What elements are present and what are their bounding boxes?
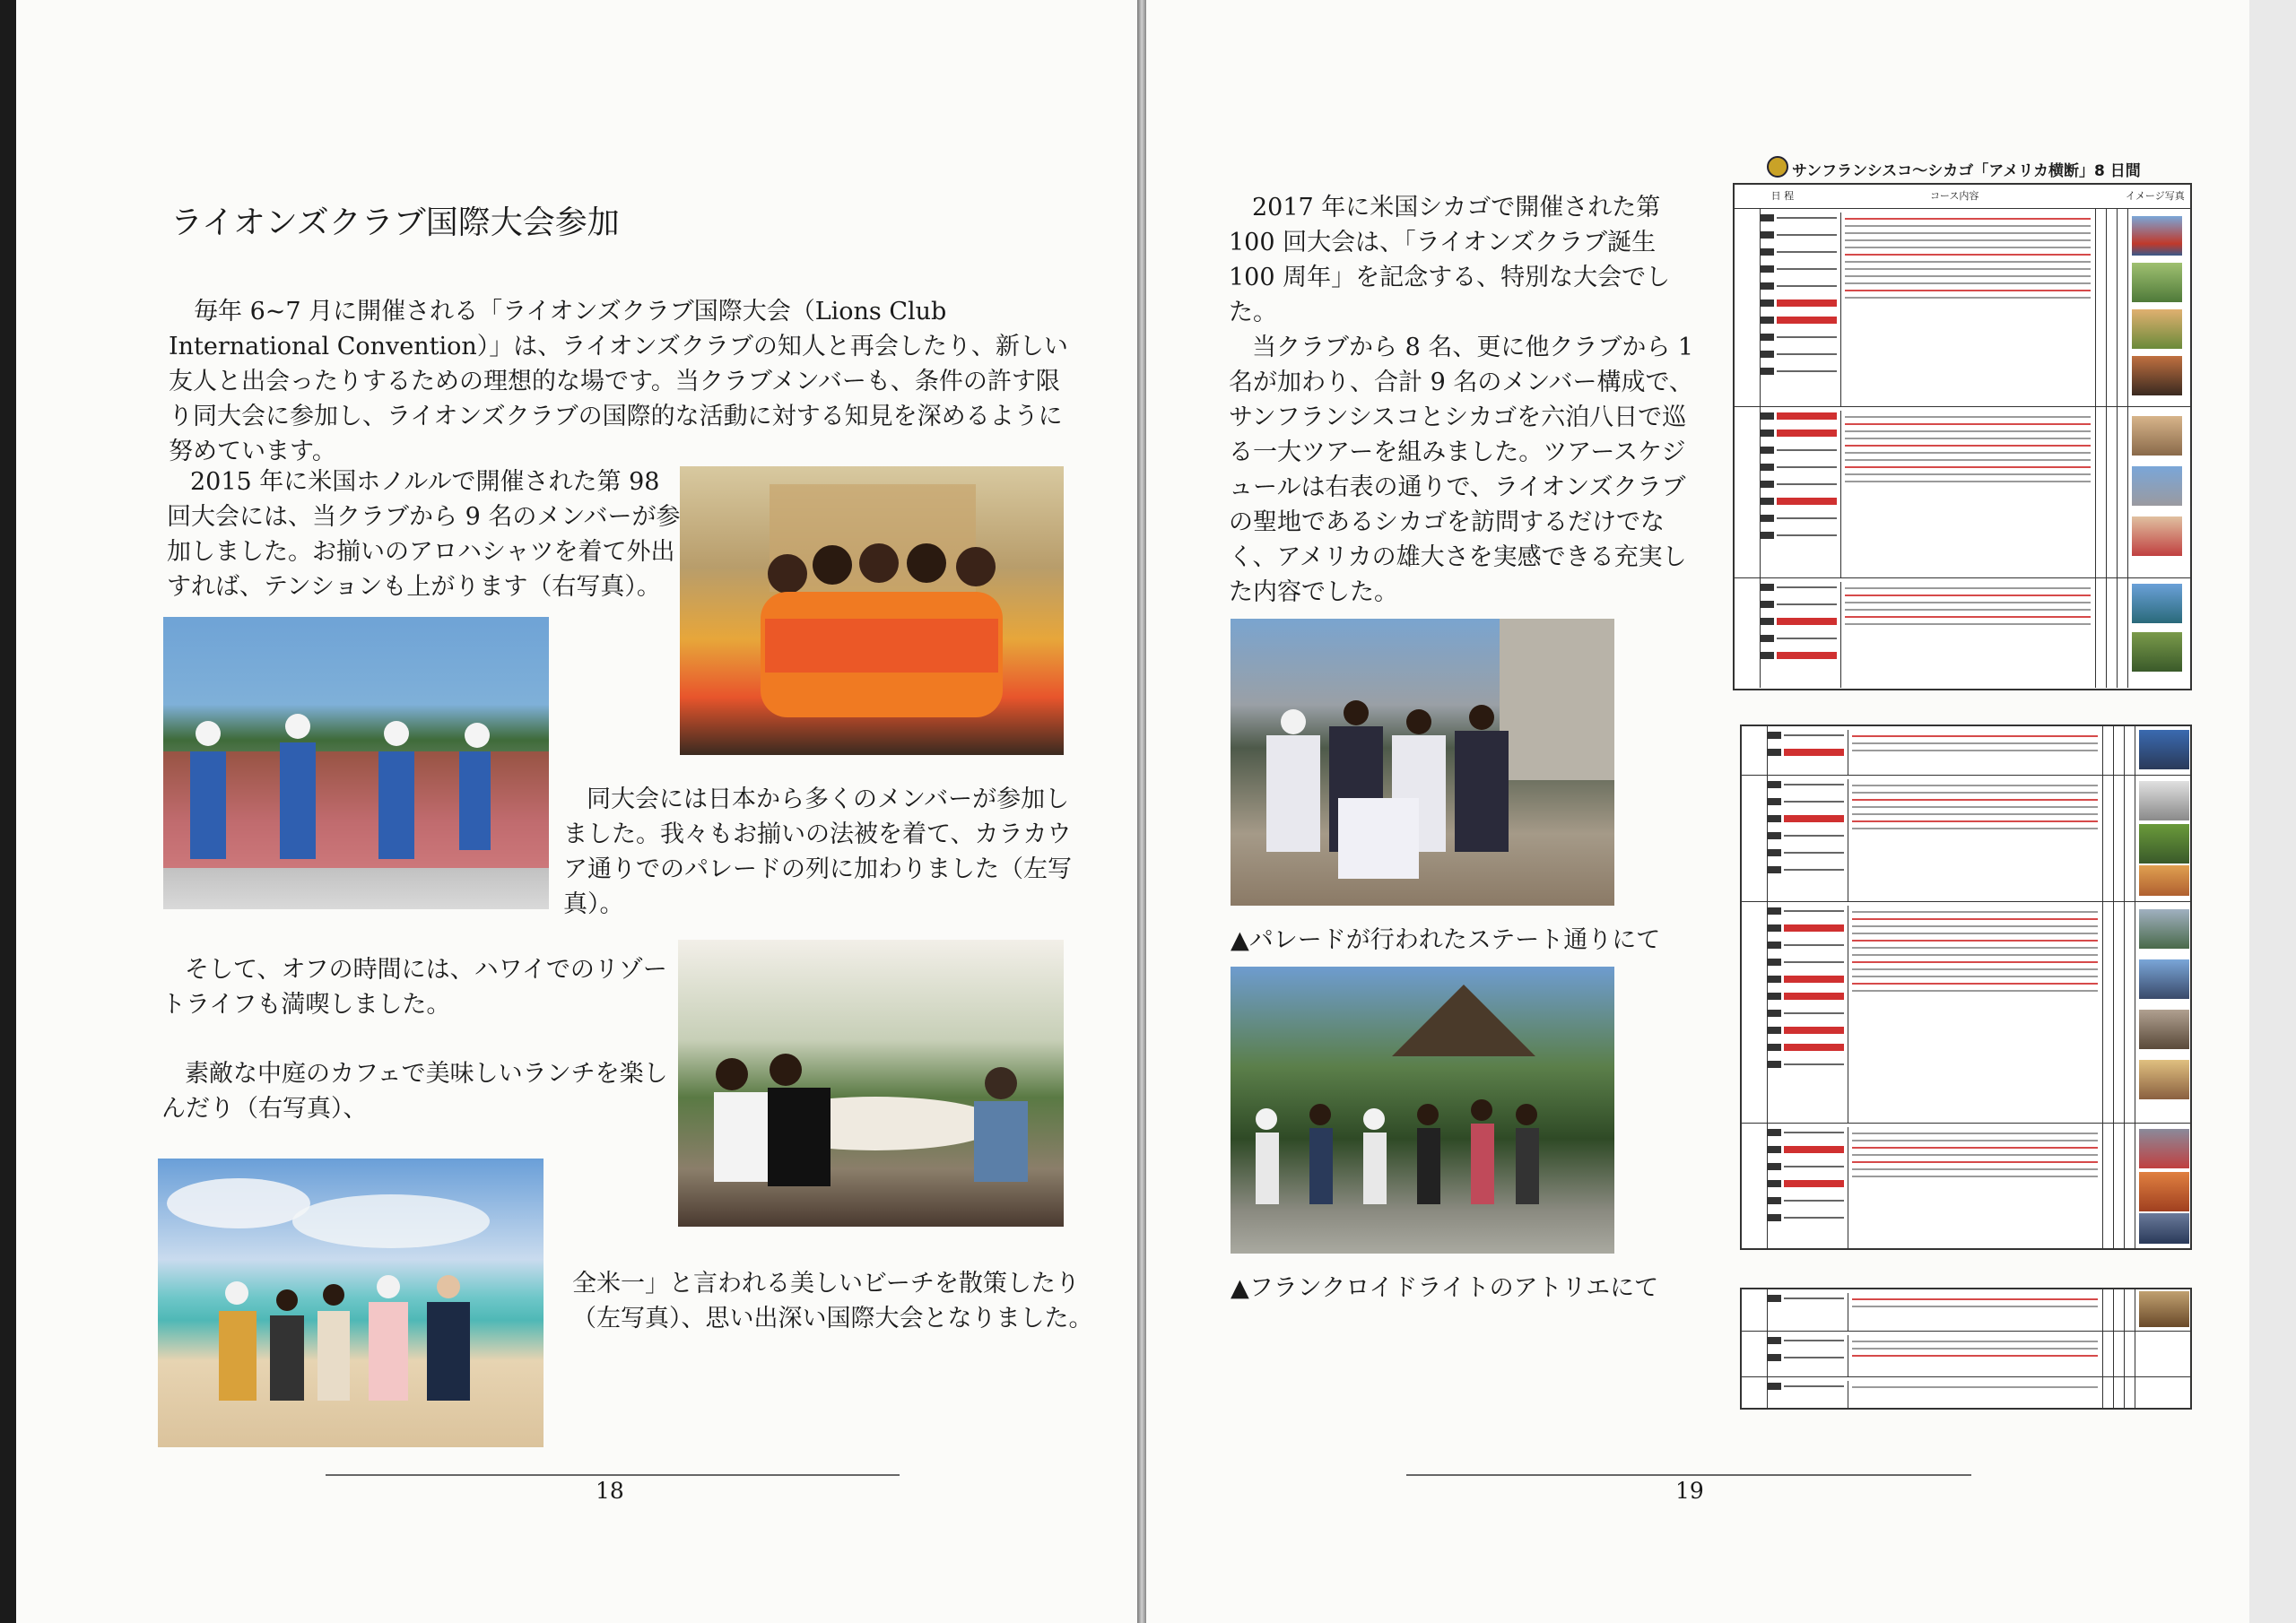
- beach-photo: [158, 1159, 544, 1447]
- itinerary-row: [1742, 1289, 2190, 1332]
- cafe-lunch-photo: [678, 940, 1064, 1227]
- honolulu-paragraph: 2015 年に米国ホノルルで開催された第 98 回大会には、当クラブから 9 名のメンバーが参加しました。お揃いのアロハシャツを着て外出すれば、テンションも上がります（右写真）。: [167, 468, 681, 601]
- left-page: [16, 0, 1137, 1623]
- itinerary-row: [1742, 902, 2190, 1124]
- studio-photo: [1231, 967, 1614, 1254]
- header-course: コース内容: [1929, 190, 1979, 202]
- right-page: [1146, 0, 2249, 1623]
- header-photos: イメージ写真: [2126, 190, 2185, 202]
- background-edge: [2249, 0, 2296, 1623]
- page-title: ライオンズクラブ国際大会参加: [170, 204, 620, 241]
- itinerary-table-2: [1740, 725, 2192, 1250]
- caption-state-street: ▲パレードが行われたステート通りにて: [1231, 926, 1661, 954]
- itinerary-row: [1742, 776, 2190, 902]
- itinerary-row: [1742, 726, 2190, 776]
- lions-logo-icon: [1767, 156, 1788, 178]
- itinerary-row: [1742, 1124, 2190, 1249]
- lunch-paragraph: 素敵な中庭のカフェで美味しいランチを楽しんだり（右写真）、: [161, 1060, 668, 1123]
- footer-rule: [1406, 1474, 1971, 1476]
- itinerary-row: [1742, 1332, 2190, 1377]
- itinerary-title: サンフランシスコ～シカゴ「アメリカ横断」8 日間: [1792, 162, 2141, 180]
- intro-paragraph: 毎年 6~7 月に開催される「ライオンズクラブ国際大会（Lions Club International Convention）」は、ライオンズクラブの知人と再会したり、新しい友人と出会ったりするための理想的な場です。当クラブメンバーも、条件の許す限り同大会に参加し、ライオンズクラブの国際的な活動に対する知見を深めるように努めています。: [169, 298, 1068, 465]
- itinerary-header: [1735, 185, 2190, 209]
- aloha-group-photo: [680, 466, 1064, 755]
- page-number: 18: [596, 1478, 624, 1504]
- itinerary-table-1: [1733, 183, 2192, 690]
- footer-rule: [326, 1474, 900, 1476]
- itinerary-row: [1735, 209, 2190, 407]
- tour-paragraph: 当クラブから 8 名、更に他クラブから 1 名が加わり、合計 9 名のメンバー構成で、サンフランシスコとシカゴを六泊八日で巡る一大ツアーを組みました。ツアースケジュールは右表の通りで、ライオンズクラブの聖地であるシカゴを訪問するだけでなく、アメリカの雄大さを実感できる充実した内容でした。: [1229, 334, 1694, 606]
- chicago-paragraph: 2017 年に米国シカゴで開催された第 100 回大会は、「ライオンズクラブ誕生 100 周年」を記念する、特別な大会でした。: [1229, 194, 1671, 326]
- itinerary-row: [1735, 407, 2190, 578]
- itinerary-row: [1735, 578, 2190, 688]
- page-number: 19: [1675, 1478, 1704, 1504]
- resort-paragraph: そして、オフの時間には、ハワイでのリゾートライフも満喫しました。: [161, 956, 667, 1019]
- caption-studio: ▲フランクロイドライトのアトリエにて: [1231, 1274, 1659, 1302]
- itinerary-row: [1742, 1377, 2190, 1408]
- header-day: 日 程: [1770, 190, 1795, 202]
- itinerary-table-3: [1740, 1288, 2192, 1410]
- state-street-photo: [1231, 619, 1614, 906]
- book-gutter: [1137, 0, 1146, 1623]
- beach-paragraph: 全米一」と言われる美しいビーチを散策したり（左写真）、思い出深い国際大会となりました。: [572, 1270, 1093, 1332]
- parade-paragraph: 同大会には日本から多くのメンバーが参加しました。我々もお揃いの法被を着て、カラカウア通りでのパレードの列に加わりました（左写真）。: [563, 785, 1072, 918]
- parade-photo: [163, 617, 549, 909]
